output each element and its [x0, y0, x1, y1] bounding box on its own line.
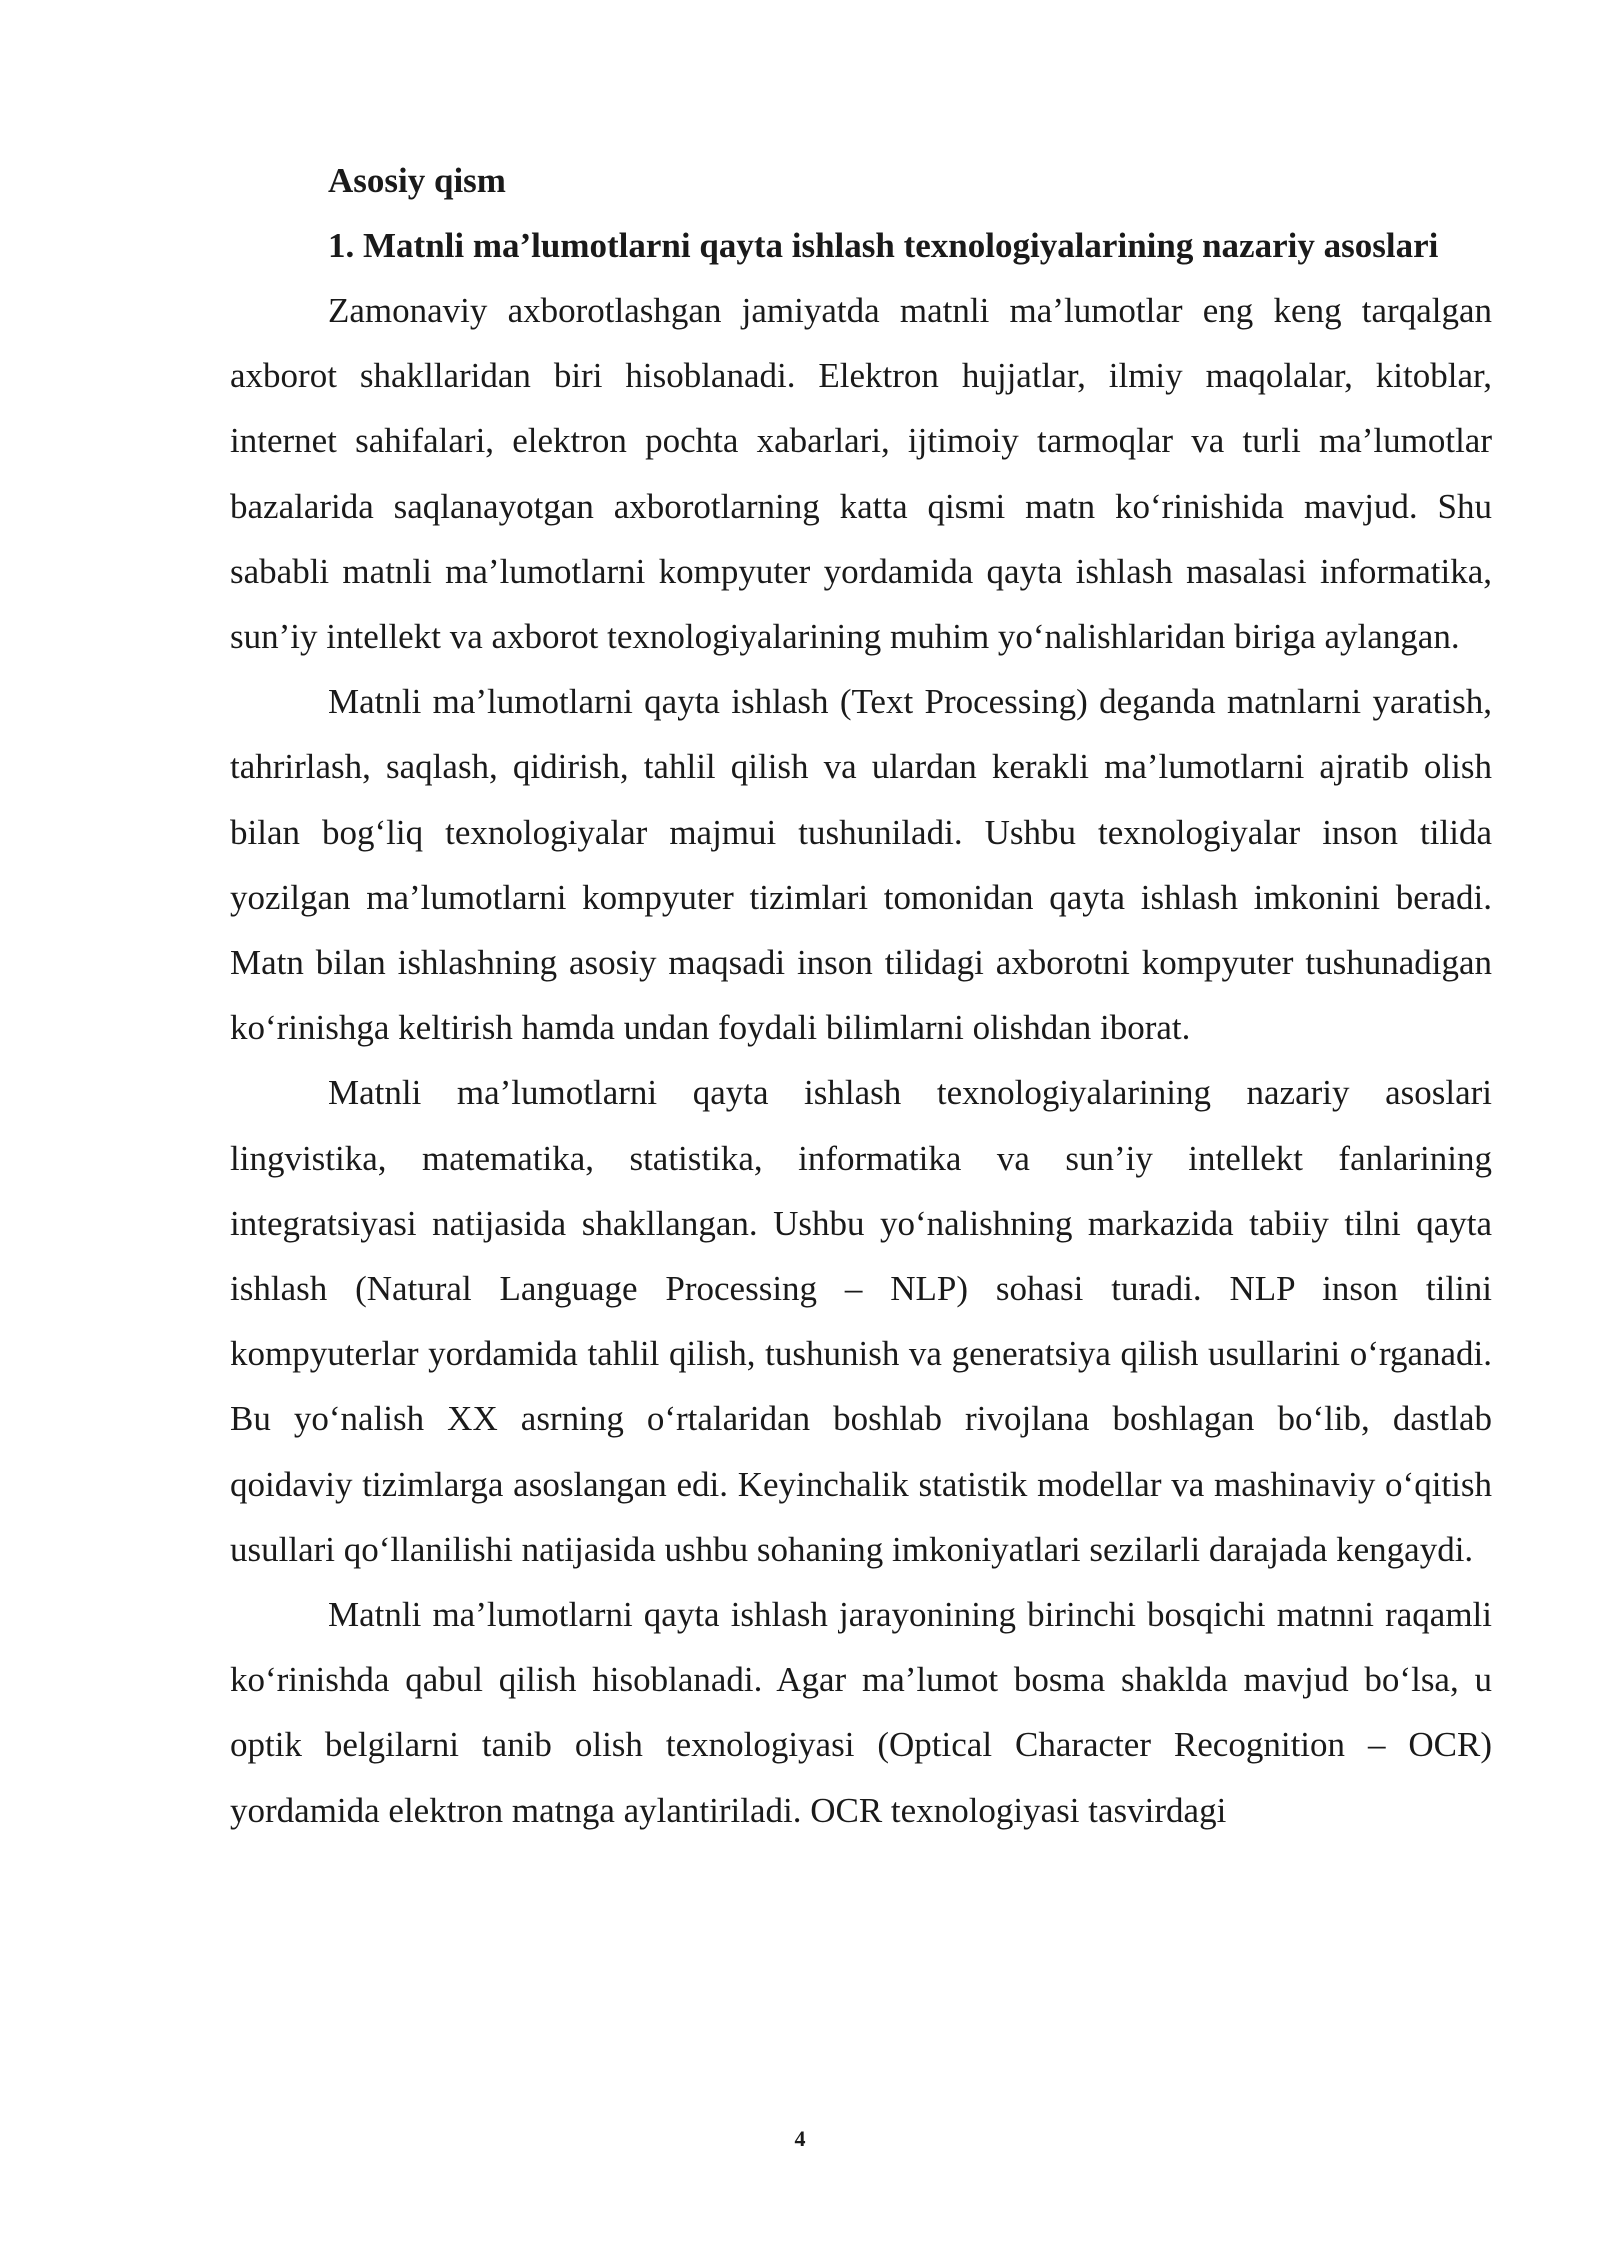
section-title: Asosiy qism [328, 161, 506, 200]
chapter-title: 1. Matnli ma’lumotlarni qayta ishlash texnologiyalarining nazariy asoslari [328, 226, 1439, 265]
paragraph: Zamonaviy axborotlashgan jamiyatda matnli ma’lumotlar eng keng tarqalgan axborot shakllaridan biri hisoblanadi. Elektron hujjatlar, ilmiy maqolalar, kitoblar, internet sahifalari, elektron pochta xabarlari, ijtimoiy tarmoqlar va turli ma’lumotlar bazalarida saqlanayotgan axborotlarning katta qismi matn ko‘rinishida mavjud. Shu sababli matnli ma’lumotlarni kompyuter yordamida qayta ishlash masalasi informatika, sun’iy intellekt va axborot texnologiyalarining muhim yo‘nalishlaridan biriga aylangan. [230, 291, 1492, 657]
paragraph: Matnli ma’lumotlarni qayta ishlash texnologiyalarining nazariy asoslari lingvistika, matematika, statistika, informatika va sun’iy intellekt fanlarining integratsiyasi natijasida shakllangan. Ushbu yo‘nalishning markazida tabiiy tilni qayta ishlash (Natural Language Processing – NLP) sohasi turadi. NLP inson tilini kompyuterlar yordamida tahlil qilish, tushunish va generatsiya qilish usullarini o‘rganadi. Bu yo‘nalish XX asrning o‘rtalaridan boshlab rivojlana boshlagan bo‘lib, dastlab qoidaviy tizimlarga asoslangan edi. Keyinchalik statistik modellar va mashinaviy o‘qitish usullari qo‘llanilishi natijasida ushbu sohaning imkoniyatlari sezilarli darajada kengaydi. [230, 1073, 1492, 1569]
page-number: 4 [794, 2126, 806, 2151]
paragraph: Matnli ma’lumotlarni qayta ishlash (Text Processing) deganda matnlarni yaratish, tahrirlash, saqlash, qidirish, tahlil qilish va ulardan kerakli ma’lumotlarni ajratib olish bilan bog‘liq texnologiyalar majmui tushuniladi. Ushbu texnologiyalar inson tilida yozilgan ma’lumotlarni kompyuter tizimlari tomonidan qayta ishlash imkonini beradi. Matn bilan ishlashning asosiy maqsadi inson tilidagi axborotni kompyuter tushunadigan ko‘rinishga keltirish hamda undan foydali bilimlarni olishdan iborat. [230, 682, 1492, 1048]
document-page [230, 148, 1492, 1843]
paragraph: Matnli ma’lumotlarni qayta ishlash jarayonining birinchi bosqichi matnni raqamli ko‘rinishda qabul qilish hisoblanadi. Agar ma’lumot bosma shakldа mavjud bo‘lsa, u optik belgilarni tanib olish texnologiyasi (Optical Character Recognition – OCR) yordamida elektron matnga aylantiriladi. OCR texnologiyasi tasvirdagi [230, 1595, 1492, 1830]
